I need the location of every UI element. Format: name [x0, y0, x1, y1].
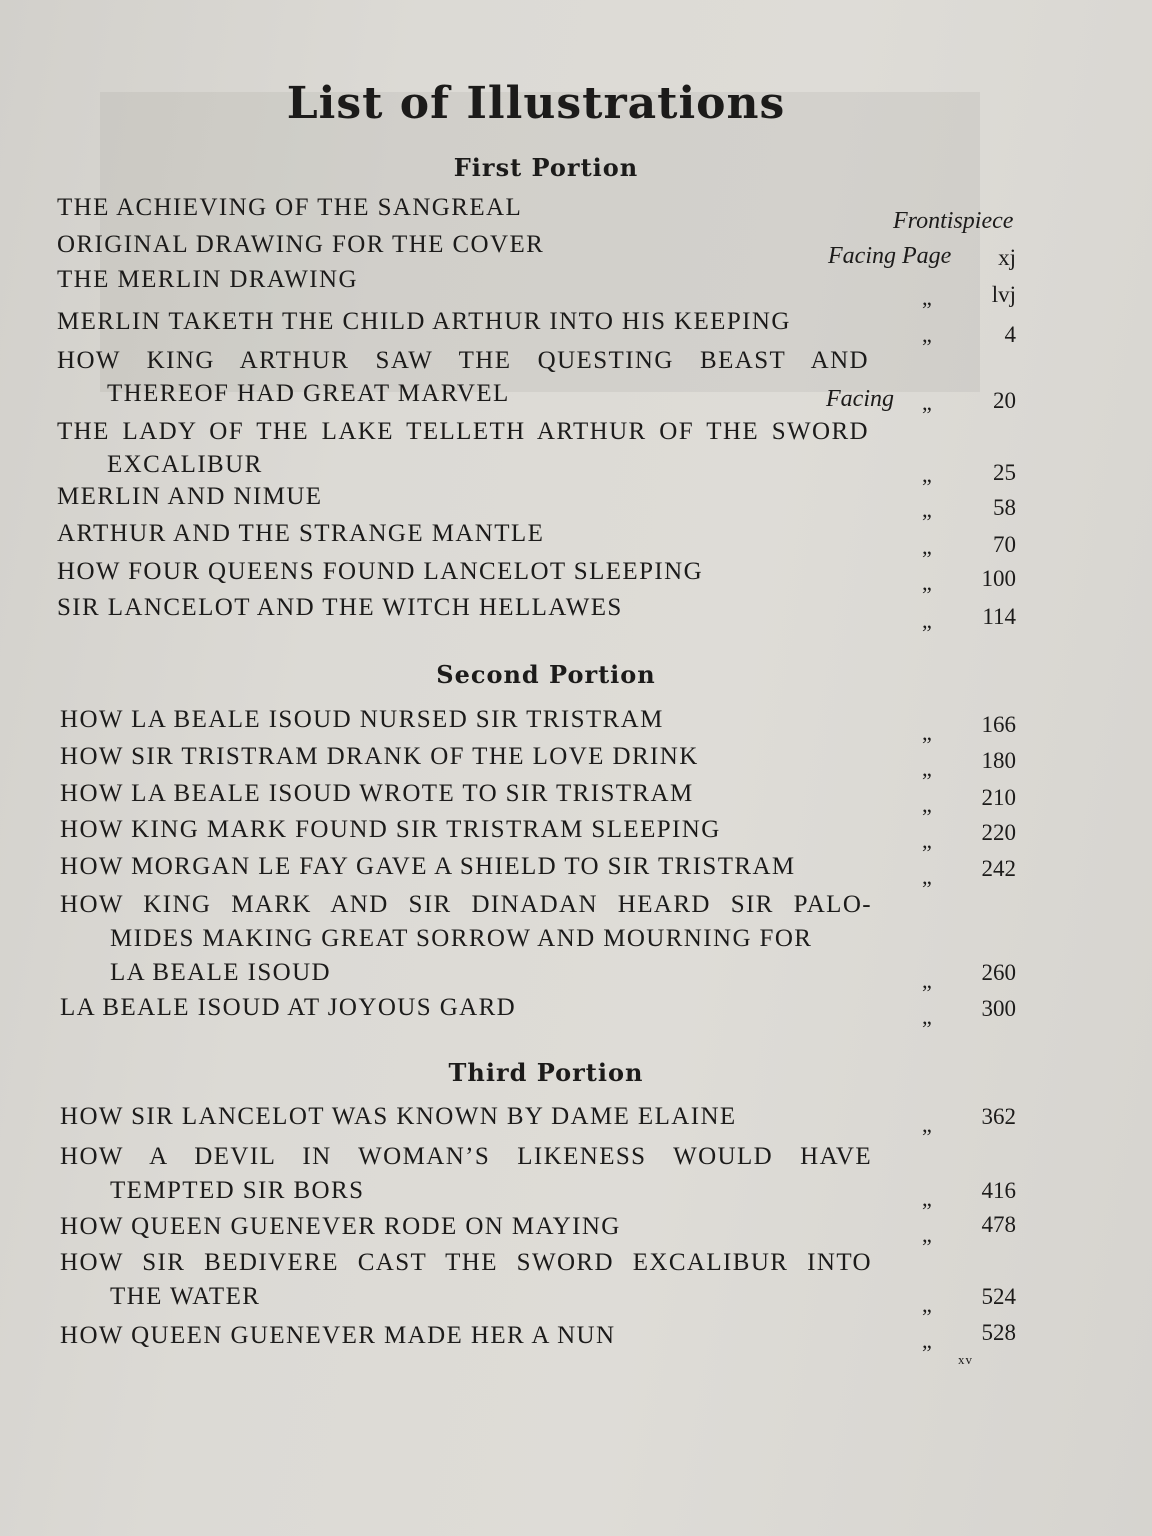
- ditto-mark: „: [922, 390, 932, 415]
- page-number: 58: [993, 495, 1016, 520]
- illustration-title: MERLIN TAKETH THE CHILD ARTHUR INTO HIS KEEPING: [57, 308, 791, 335]
- ditto-mark: „: [922, 828, 932, 853]
- page-number: lvj: [991, 282, 1016, 307]
- illustration-title: THE MERLIN DRAWING: [57, 266, 358, 293]
- title-line-2: THEREOF HAD GREAT MARVEL: [107, 380, 510, 407]
- illustration-title: SIR LANCELOT AND THE WITCH HELLAWES: [57, 594, 623, 621]
- page-number: 25: [993, 460, 1016, 485]
- page-number: xj: [998, 245, 1016, 270]
- title-line-1: THE LADY OF THE LAKE TELLETH ARTHUR OF THE SWORD: [57, 418, 869, 445]
- page-number: 210: [981, 785, 1016, 810]
- ditto-mark: „: [922, 1222, 932, 1247]
- title-line-2: THE WATER: [110, 1283, 261, 1310]
- title-line-1: HOW A DEVIL IN WOMAN’S LIKENESS WOULD HAVE: [60, 1143, 872, 1170]
- facing-label: Facing: [826, 386, 894, 412]
- ditto-mark: „: [922, 534, 932, 559]
- section-heading-second: Second Portion: [436, 660, 656, 689]
- facing-page-label: Facing Page: [828, 243, 952, 269]
- illustration-title: ARTHUR AND THE STRANGE MANTLE: [57, 520, 545, 547]
- page-number: 478: [981, 1212, 1016, 1237]
- illustration-title: [57, 415, 869, 481]
- ditto-mark: „: [922, 720, 932, 745]
- title-line-1: HOW SIR BEDIVERE CAST THE SWORD EXCALIBUR INTO: [60, 1249, 872, 1276]
- title-line-3: LA BEALE ISOUD: [110, 959, 331, 986]
- ditto-mark: „: [922, 462, 932, 487]
- ditto-mark: „: [922, 322, 932, 347]
- ditto-mark: „: [922, 1004, 932, 1029]
- title-line-2: TEMPTED SIR BORS: [110, 1177, 365, 1204]
- illustration-title: [60, 1246, 872, 1314]
- illustration-title: HOW QUEEN GUENEVER RODE ON MAYING: [60, 1213, 621, 1240]
- illustration-title: HOW SIR LANCELOT WAS KNOWN BY DAME ELAINE: [60, 1103, 737, 1130]
- page-number: 220: [981, 820, 1016, 845]
- illustration-title: ORIGINAL DRAWING FOR THE COVER: [57, 231, 545, 258]
- page-number: 242: [981, 856, 1016, 881]
- page-number: 166: [981, 712, 1016, 737]
- page-number: 260: [981, 960, 1016, 985]
- ditto-mark: „: [922, 864, 932, 889]
- ditto-mark: „: [922, 285, 932, 310]
- ditto-mark: „: [922, 497, 932, 522]
- ditto-mark: „: [922, 608, 932, 633]
- page-number: 300: [981, 996, 1016, 1021]
- illustration-title: [60, 1140, 872, 1208]
- page-number: 100: [981, 566, 1016, 591]
- illustration-title: LA BEALE ISOUD AT JOYOUS GARD: [60, 994, 517, 1021]
- ditto-mark: „: [922, 756, 932, 781]
- illustration-title: HOW LA BEALE ISOUD NURSED SIR TRISTRAM: [60, 706, 664, 733]
- illustration-title: HOW SIR TRISTRAM DRANK OF THE LOVE DRINK: [60, 743, 699, 770]
- illustration-title: [57, 344, 869, 410]
- title-line-2: MIDES MAKING GREAT SORROW AND MOURNING FOR: [110, 925, 813, 952]
- illustration-title: HOW FOUR QUEENS FOUND LANCELOT SLEEPING: [57, 558, 704, 585]
- title-line-2: EXCALIBUR: [107, 451, 263, 478]
- ditto-mark: „: [922, 1112, 932, 1137]
- title-line-1: HOW KING MARK AND SIR DINADAN HEARD SIR PALO-: [60, 891, 872, 918]
- page-number: 416: [981, 1178, 1016, 1203]
- page-number: 20: [993, 388, 1016, 413]
- section-heading-first: First Portion: [453, 153, 639, 182]
- page-title: List of Illustrations: [286, 78, 786, 129]
- ditto-mark: „: [922, 968, 932, 993]
- frontispiece-label: Frontispiece: [893, 208, 1014, 234]
- illustration-title: HOW LA BEALE ISOUD WROTE TO SIR TRISTRAM: [60, 780, 694, 807]
- ditto-mark: „: [922, 1328, 932, 1353]
- page-number: 528: [981, 1320, 1016, 1345]
- page-number: 180: [981, 748, 1016, 773]
- ditto-mark: „: [922, 570, 932, 595]
- illustration-title: HOW KING MARK FOUND SIR TRISTRAM SLEEPING: [60, 816, 721, 843]
- illustration-title: THE ACHIEVING OF THE SANGREAL: [57, 194, 523, 221]
- page-number: 70: [993, 532, 1016, 557]
- page-number: 524: [981, 1284, 1016, 1309]
- title-line-1: HOW KING ARTHUR SAW THE QUESTING BEAST AND: [57, 347, 869, 374]
- folio-page-number: xv: [958, 1352, 973, 1367]
- page-number: 114: [982, 604, 1016, 629]
- illustration-title: HOW MORGAN LE FAY GAVE A SHIELD TO SIR TRISTRAM: [60, 853, 796, 880]
- illustration-title: [60, 888, 872, 990]
- ditto-mark: „: [922, 1186, 932, 1211]
- page-number: 362: [981, 1104, 1016, 1129]
- ditto-mark: „: [922, 792, 932, 817]
- section-heading-third: Third Portion: [448, 1058, 644, 1087]
- page-number: 4: [1004, 322, 1016, 347]
- illustration-title: HOW QUEEN GUENEVER MADE HER A NUN: [60, 1322, 616, 1349]
- illustration-title: MERLIN AND NIMUE: [57, 483, 323, 510]
- ditto-mark: „: [922, 1292, 932, 1317]
